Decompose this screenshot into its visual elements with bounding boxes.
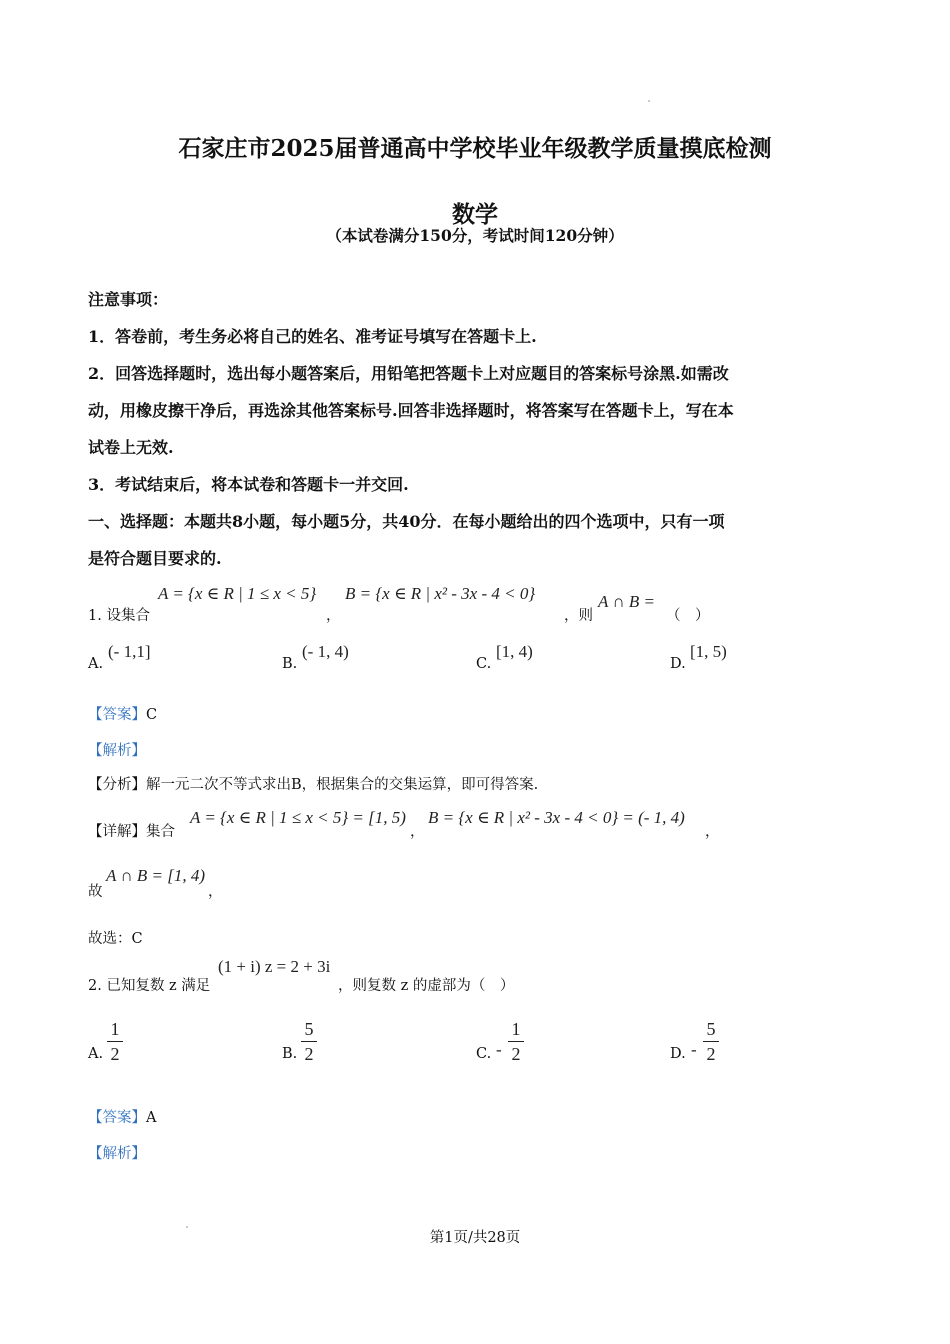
- q1-analysis-tag: 【解析】: [88, 743, 146, 759]
- q1-answer-line: [88, 703, 157, 724]
- q2-option-c-numerator: 1: [511, 1019, 521, 1039]
- q1-detail-end: ，: [705, 824, 720, 840]
- q2-equation: (1 + i) z = 2 + 3i: [218, 957, 331, 976]
- q2-option-d-numerator: 5: [706, 1019, 716, 1039]
- notice-item-3: 3．考试结束后，将本试卷和答题卡一并交回.: [88, 475, 409, 494]
- q1-option-c-value: [1, 4): [496, 642, 533, 661]
- q1-answer-tag: 【答案】: [88, 707, 146, 723]
- q1-option-b-label: B.: [282, 656, 298, 672]
- q2-answer-tag: 【答案】: [88, 1110, 146, 1126]
- q1-expr: A ∩ B =: [598, 592, 655, 611]
- notice-item-1: 1．答卷前，考生务必将自己的姓名、准考证号填写在答题卡上.: [88, 327, 537, 346]
- q2-suffix: ，则复数 z 的虚部为（ ）: [338, 978, 515, 994]
- q1-set-a: A = {x ∈ R | 1 ≤ x < 5}: [158, 584, 317, 603]
- q1-fenxi-text: 解一元二次不等式求出B，根据集合的交集运算，即可得答案.: [146, 777, 539, 793]
- q2-option-b-numerator: 5: [304, 1019, 314, 1039]
- section-1-line-2: 是符合题目要求的.: [88, 549, 222, 568]
- exam-note: （本试卷满分150分，考试时间120分钟）: [326, 226, 624, 245]
- q1-then: ，则: [564, 608, 593, 624]
- q2-option-a-numerator: 1: [110, 1019, 120, 1039]
- q1-fenxi-line: [88, 773, 538, 794]
- q1-detail-comma: ，: [410, 824, 425, 840]
- notice-item-2-line-2: 动，用橡皮擦干净后，再选涂其他答案标号.回答非选择题时，将答案写在答题卡上，写在本: [88, 401, 734, 420]
- q1-option-b-value: (- 1, 4): [302, 642, 349, 661]
- q2-option-d-fraction: [703, 1018, 719, 1065]
- q1-option-a-value: (- 1,1]: [108, 642, 151, 661]
- subject-title: 数学: [452, 201, 498, 228]
- q2-option-a-fraction: [107, 1018, 123, 1065]
- q1-detail-prefix: 集合: [146, 824, 175, 840]
- q2-option-d-denominator: 2: [706, 1044, 716, 1064]
- q1-option-a-label: A.: [88, 656, 104, 672]
- q1-option-d-label: D.: [670, 656, 686, 672]
- q1-so-expr: A ∩ B = [1, 4): [106, 866, 205, 885]
- q2-option-c-sign: -: [496, 1040, 502, 1059]
- q1-detail-tag: 【详解】: [88, 824, 146, 840]
- q2-option-b-fraction: [301, 1018, 317, 1065]
- q1-fenxi-tag: 【分析】: [88, 777, 146, 793]
- q1-detail-lead: [88, 820, 175, 841]
- q1-option-d-value: [1, 5): [690, 642, 727, 661]
- q1-prefix: 1. 设集合: [88, 608, 150, 624]
- q1-option-c-label: C.: [476, 656, 492, 672]
- q1-comma: ，: [326, 608, 341, 624]
- q2-option-c-denominator: 2: [511, 1044, 521, 1064]
- notices-heading: 注意事项：: [88, 290, 169, 309]
- q1-detail-set-a: A = {x ∈ R | 1 ≤ x < 5} = [1, 5): [190, 808, 406, 827]
- q2-analysis-tag: 【解析】: [88, 1146, 146, 1162]
- notice-item-2-line-3: 试卷上无效.: [88, 438, 174, 457]
- notice-item-2-line-1: 2．回答选择题时，选出每小题答案后，用铅笔把答题卡上对应题目的答案标号涂黑.如需改: [88, 364, 729, 383]
- scan-speck: [648, 100, 650, 102]
- q2-option-b-denominator: 2: [304, 1044, 314, 1064]
- q1-detail-set-b: B = {x ∈ R | x² - 3x - 4 < 0} = (- 1, 4): [428, 808, 685, 827]
- page-title: 石家庄市2025届普通高中学校毕业年级教学质量摸底检测: [178, 135, 772, 162]
- q2-answer-line: [88, 1106, 156, 1127]
- section-1-line-1: 一、选择题：本题共8小题，每小题5分，共40分．在每小题给出的四个选项中，只有一项: [88, 512, 725, 531]
- q2-option-b-label: B.: [282, 1046, 298, 1062]
- q2-option-c-fraction: [508, 1018, 524, 1065]
- q1-set-b: B = {x ∈ R | x² - 3x - 4 < 0}: [345, 584, 536, 603]
- q1-paren: （ ）: [666, 608, 710, 624]
- q2-answer-value: A: [146, 1110, 157, 1126]
- q1-answer-value: C: [146, 707, 158, 723]
- notices-block: [88, 281, 863, 577]
- q2-option-d-sign: -: [691, 1040, 697, 1059]
- q1-choose: 故选：C: [88, 931, 143, 947]
- page-footer: 第1页/共28页: [429, 1230, 521, 1246]
- q2-option-a-denominator: 2: [110, 1044, 120, 1064]
- q2-option-d-label: D.: [670, 1046, 686, 1062]
- q2-option-a-label: A.: [88, 1046, 104, 1062]
- q2-option-c-label: C.: [476, 1046, 492, 1062]
- q1-so-end: ，: [208, 884, 223, 900]
- q2-prefix: 2. 已知复数 z 满足: [88, 978, 211, 994]
- q1-so-prefix: 故: [88, 884, 103, 900]
